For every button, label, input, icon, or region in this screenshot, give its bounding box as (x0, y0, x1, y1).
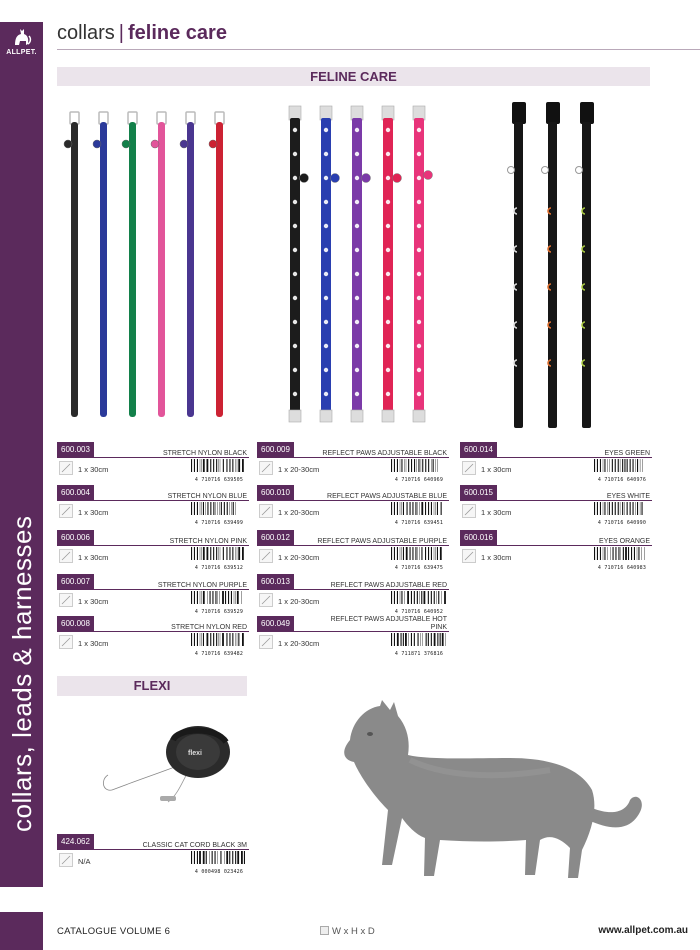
dimensions-icon (259, 461, 273, 475)
product-name: STRETCH NYLON RED (171, 624, 247, 631)
product-name: REFLECT PAWS ADJUSTABLE HOT PINK (330, 616, 447, 631)
barcode-icon (191, 851, 247, 864)
title-separator: | (118, 22, 124, 44)
footer-tab (0, 912, 43, 950)
product-barcode (594, 502, 650, 526)
product-divider (460, 500, 652, 501)
product-code: 600.016 (460, 530, 497, 545)
eyes-collars-image (498, 98, 608, 438)
product-card (460, 485, 652, 527)
product-name: EYES ORANGE (599, 538, 650, 545)
product-name: CLASSIC CAT CORD BLACK 3M (142, 842, 247, 849)
grey-cat-image (330, 700, 660, 885)
product-card (257, 442, 449, 484)
product-code: 600.049 (257, 616, 294, 631)
product-barcode (191, 633, 247, 657)
product-code: 600.006 (57, 530, 94, 545)
product-divider (257, 457, 449, 458)
product-divider (57, 500, 249, 501)
product-name: STRETCH NYLON PINK (169, 538, 247, 545)
barcode-number: 4 000498 023426 (194, 869, 244, 875)
dimensions-icon (59, 504, 73, 518)
product-divider (257, 545, 449, 546)
product-code: 600.012 (257, 530, 294, 545)
product-code: 600.004 (57, 485, 94, 500)
barcode-number: 4 710716 640976 (597, 477, 647, 483)
barcode-number: 4 710716 639482 (194, 651, 244, 657)
product-divider (57, 589, 249, 590)
product-divider (57, 631, 249, 632)
barcode-icon (391, 502, 447, 515)
dimensions-icon (462, 549, 476, 563)
page-title (57, 22, 227, 45)
product-size: 1 x 20-30cm (278, 465, 320, 474)
product-barcode (391, 502, 447, 526)
dimensions-icon (320, 926, 329, 935)
product-size: 1 x 30cm (78, 639, 109, 648)
footer-dimensions-legend: W x H x D (320, 926, 375, 937)
product-code: 600.009 (257, 442, 294, 457)
product-card (460, 530, 652, 572)
dimensions-icon (259, 635, 273, 649)
product-name: REFLECT PAWS ADJUSTABLE BLUE (327, 493, 447, 500)
barcode-number: 4 710716 639451 (394, 520, 444, 526)
product-size: 1 x 30cm (78, 553, 109, 562)
cat-logo-icon (12, 24, 32, 46)
sidebar (0, 55, 43, 887)
barcode-number: 4 710716 640952 (394, 609, 444, 615)
product-barcode (191, 547, 247, 571)
product-barcode (391, 459, 447, 483)
dimensions-icon (259, 504, 273, 518)
dimensions-icon (259, 549, 273, 563)
barcode-icon (191, 459, 247, 472)
product-code: 600.007 (57, 574, 94, 589)
footer-website-link[interactable]: www.allpet.com.au (598, 925, 688, 936)
product-size: 1 x 30cm (481, 465, 512, 474)
product-card (57, 485, 249, 527)
product-divider (257, 589, 449, 590)
dimensions-icon (462, 461, 476, 475)
product-size: 1 x 20-30cm (278, 639, 320, 648)
barcode-icon (594, 547, 650, 560)
barcode-number: 4 710716 639475 (394, 565, 444, 571)
product-size: 1 x 20-30cm (278, 597, 320, 606)
page-category: collars (57, 22, 115, 44)
product-barcode (594, 547, 650, 571)
product-size: 1 x 20-30cm (278, 553, 320, 562)
barcode-number: 4 710716 639505 (194, 477, 244, 483)
product-size: 1 x 30cm (78, 508, 109, 517)
dimensions-icon (59, 635, 73, 649)
product-size: 1 x 30cm (78, 597, 109, 606)
product-name: REFLECT PAWS ADJUSTABLE BLACK (322, 450, 447, 457)
barcode-number: 4 710716 639512 (194, 565, 244, 571)
product-size: 1 x 30cm (481, 553, 512, 562)
product-code: 600.014 (460, 442, 497, 457)
product-size: 1 x 30cm (78, 465, 109, 474)
logo-text: ALLPET. (6, 49, 37, 56)
dimensions-icon (59, 853, 73, 867)
product-code: 600.008 (57, 616, 94, 631)
stretch-nylon-collars-image (62, 100, 242, 425)
barcode-icon (594, 459, 650, 472)
product-code: 600.013 (257, 574, 294, 589)
reflect-paws-collars-image (278, 100, 448, 430)
product-divider (460, 457, 652, 458)
product-barcode (191, 459, 247, 483)
product-barcode (391, 547, 447, 571)
product-divider (257, 500, 449, 501)
product-size: 1 x 30cm (481, 508, 512, 517)
product-divider (57, 545, 249, 546)
barcode-icon (191, 502, 247, 515)
flexi-retractable-lead-image (98, 720, 233, 810)
barcode-icon (191, 547, 247, 560)
header-divider (57, 49, 700, 50)
barcode-icon (391, 633, 447, 646)
product-name: STRETCH NYLON BLUE (167, 493, 247, 500)
product-card (257, 485, 449, 527)
product-divider (460, 545, 652, 546)
product-card (57, 834, 249, 876)
svg-text:flexi: flexi (188, 750, 203, 757)
product-card (257, 616, 449, 658)
product-code: 600.003 (57, 442, 94, 457)
barcode-icon (594, 502, 650, 515)
dimensions-icon (59, 461, 73, 475)
dimensions-icon (462, 504, 476, 518)
brand-logo (0, 22, 43, 62)
sidebar-vertical-title: collars, leads & harnesses (7, 515, 37, 832)
product-size: N/A (78, 857, 91, 866)
product-name: REFLECT PAWS ADJUSTABLE RED (330, 582, 447, 589)
product-barcode (391, 591, 447, 615)
product-code: 600.015 (460, 485, 497, 500)
product-barcode (191, 851, 247, 875)
footer-catalogue: CATALOGUE VOLUME 6 (57, 926, 171, 937)
barcode-number: 4 710716 639529 (194, 609, 244, 615)
product-card (57, 442, 249, 484)
barcode-icon (391, 459, 447, 472)
barcode-icon (391, 547, 447, 560)
product-name: EYES GREEN (604, 450, 650, 457)
barcode-number: 4 710716 640983 (597, 565, 647, 571)
product-barcode (391, 633, 447, 657)
barcode-number: 4 710716 640990 (597, 520, 647, 526)
product-code: 600.010 (257, 485, 294, 500)
barcode-number: 4 710716 640969 (394, 477, 444, 483)
product-name: REFLECT PAWS ADJUSTABLE PURPLE (317, 538, 447, 545)
barcode-icon (191, 591, 247, 604)
product-divider (257, 631, 449, 632)
product-card (257, 530, 449, 572)
product-card (57, 530, 249, 572)
product-card (57, 574, 249, 616)
dimensions-icon (59, 549, 73, 563)
product-divider (57, 849, 249, 850)
product-code: 424.062 (57, 834, 94, 849)
barcode-number: 4 710716 639499 (194, 520, 244, 526)
page-subcategory: feline care (128, 22, 227, 44)
section-flexi: FLEXI (57, 676, 247, 696)
product-divider (57, 457, 249, 458)
product-barcode (191, 502, 247, 526)
section-feline-care: FELINE CARE (57, 67, 650, 86)
product-card (460, 442, 652, 484)
dimensions-icon (59, 593, 73, 607)
product-card (57, 616, 249, 658)
barcode-icon (391, 591, 447, 604)
barcode-number: 4 711871 376816 (394, 651, 444, 657)
barcode-icon (191, 633, 247, 646)
product-size: 1 x 20-30cm (278, 508, 320, 517)
product-name: STRETCH NYLON BLACK (162, 450, 247, 457)
dimensions-icon (259, 593, 273, 607)
product-name: STRETCH NYLON PURPLE (157, 582, 247, 589)
product-barcode (594, 459, 650, 483)
product-card (257, 574, 449, 616)
product-name: EYES WHITE (606, 493, 650, 500)
product-barcode (191, 591, 247, 615)
